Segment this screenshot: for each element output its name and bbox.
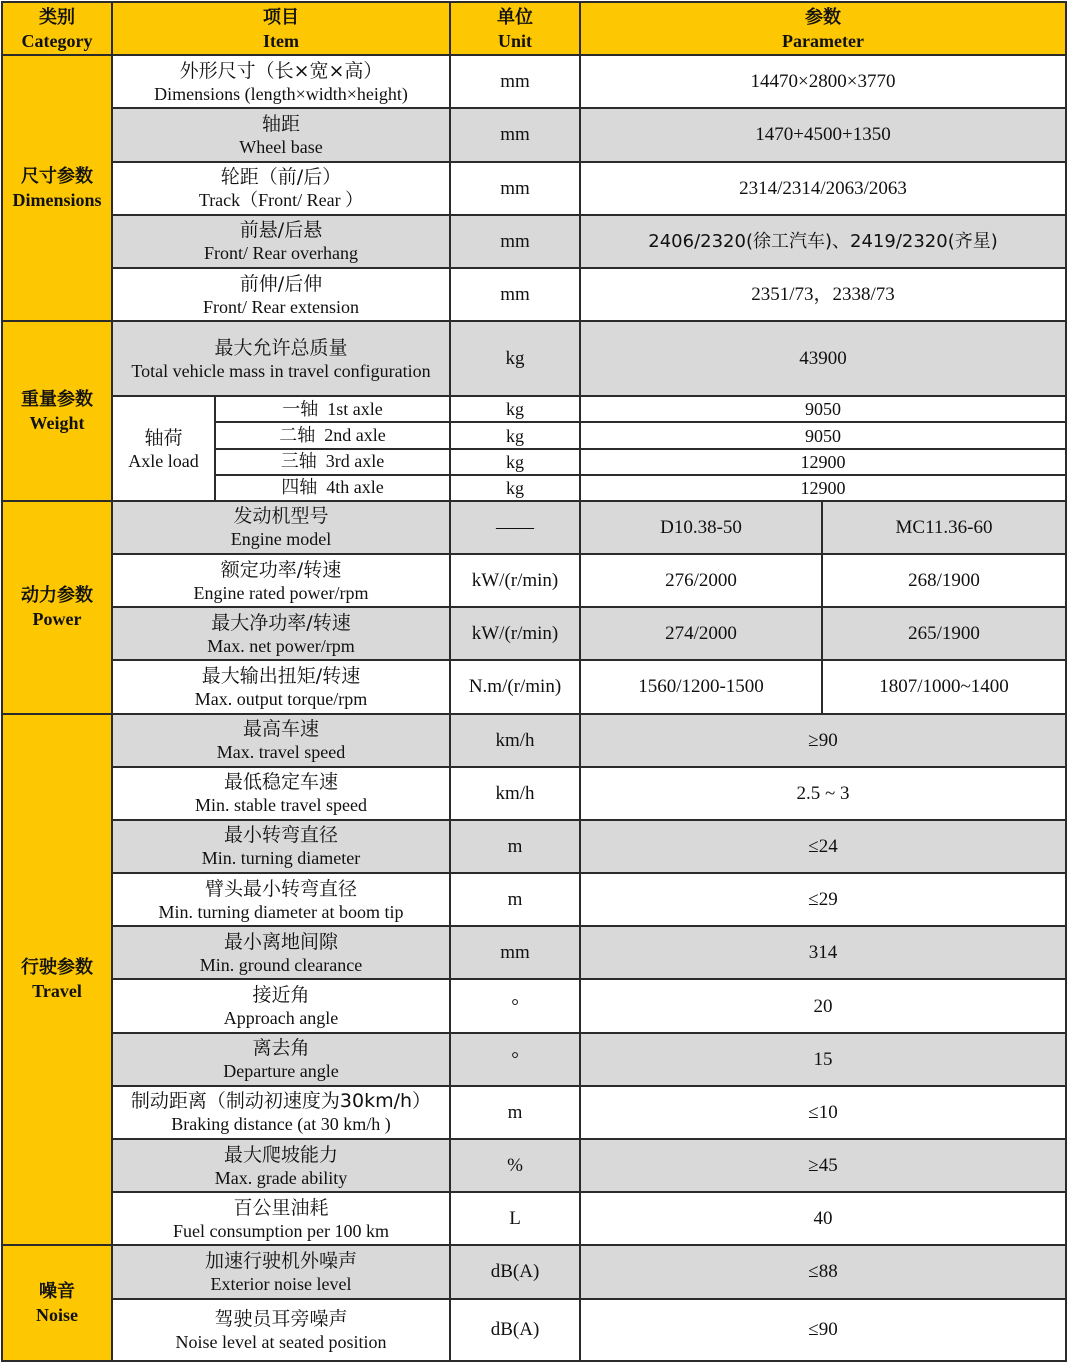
item-cell: 最小离地间隙 Min. ground clearance — [112, 926, 450, 979]
unit-cell: kg — [450, 422, 580, 448]
item-cell: 最高车速 Max. travel speed — [112, 714, 450, 767]
value-cell: ≤10 — [580, 1086, 1066, 1139]
value-cell: 2351/73，2338/73 — [580, 268, 1066, 321]
category-power: 动力参数 Power — [2, 501, 112, 714]
unit-cell: kg — [450, 321, 580, 396]
table-row — [2, 660, 1066, 713]
item-cell: 加速行驶机外噪声 Exterior noise level — [112, 1245, 450, 1298]
table-row — [2, 268, 1066, 321]
table-row — [2, 926, 1066, 979]
table-row — [2, 1245, 1066, 1298]
unit-cell: m — [450, 820, 580, 873]
category-noise: 噪音 Noise — [2, 1245, 112, 1361]
unit-cell: N.m/(r/min) — [450, 660, 580, 713]
item-cell: 最大净功率/转速 Max. net power/rpm — [112, 607, 450, 660]
unit-cell: kg — [450, 475, 580, 501]
table-row — [2, 1299, 1066, 1361]
table-row — [2, 1139, 1066, 1192]
table-row — [2, 554, 1066, 607]
item-cell: 臂头最小转弯直径 Min. turning diameter at boom tip — [112, 873, 450, 926]
value-cell: 40 — [580, 1192, 1066, 1245]
value-cell: 12900 — [580, 475, 1066, 501]
unit-cell: m — [450, 1086, 580, 1139]
table-row — [2, 215, 1066, 268]
unit-cell: mm — [450, 108, 580, 161]
unit-cell: mm — [450, 215, 580, 268]
header-parameter: 参数 Parameter — [580, 2, 1066, 55]
value-cell: 1807/1000~1400 — [822, 660, 1066, 713]
item-cell: 额定功率/转速 Engine rated power/rpm — [112, 554, 450, 607]
value-cell: ≥90 — [580, 714, 1066, 767]
value-cell: 15 — [580, 1033, 1066, 1086]
item-cell: 二轴 2nd axle — [215, 422, 450, 448]
value-cell: 43900 — [580, 321, 1066, 396]
value-cell: 9050 — [580, 396, 1066, 422]
unit-cell: L — [450, 1192, 580, 1245]
table-row — [2, 1192, 1066, 1245]
unit-cell: kW/(r/min) — [450, 607, 580, 660]
header-row — [2, 2, 1066, 55]
value-cell: 2406/2320(徐工汽车)、2419/2320(齐星) — [580, 215, 1066, 268]
spec-table — [1, 1, 1067, 1362]
item-cell: 四轴 4th axle — [215, 475, 450, 501]
unit-cell: mm — [450, 268, 580, 321]
unit-cell: dB(A) — [450, 1245, 580, 1298]
item-cell: 制动距离（制动初速度为30km/h） Braking distance (at 30 km/h ) — [112, 1086, 450, 1139]
table-row — [2, 979, 1066, 1032]
header-item: 项目 Item — [112, 2, 450, 55]
unit-cell: kg — [450, 396, 580, 422]
item-cell: 最低稳定车速 Min. stable travel speed — [112, 767, 450, 820]
value-cell: MC11.36-60 — [822, 501, 1066, 554]
item-cell: 前悬/后悬 Front/ Rear overhang — [112, 215, 450, 268]
table-row — [2, 1086, 1066, 1139]
unit-cell: kW/(r/min) — [450, 554, 580, 607]
unit-cell: kg — [450, 449, 580, 475]
item-cell: 发动机型号 Engine model — [112, 501, 450, 554]
value-cell: 274/2000 — [580, 607, 822, 660]
unit-cell: % — [450, 1139, 580, 1192]
unit-cell: ° — [450, 1033, 580, 1086]
value-cell: 9050 — [580, 422, 1066, 448]
value-cell: 2314/2314/2063/2063 — [580, 162, 1066, 215]
value-cell: ≤90 — [580, 1299, 1066, 1361]
value-cell: 276/2000 — [580, 554, 822, 607]
item-cell: 驾驶员耳旁噪声 Noise level at seated position — [112, 1299, 450, 1361]
category-dimensions: 尺寸参数 Dimensions — [2, 55, 112, 321]
item-cell: 离去角 Departure angle — [112, 1033, 450, 1086]
table-row — [2, 767, 1066, 820]
value-cell: 268/1900 — [822, 554, 1066, 607]
value-cell: 265/1900 — [822, 607, 1066, 660]
table-row — [2, 820, 1066, 873]
value-cell: 20 — [580, 979, 1066, 1032]
item-cell: 最大爬坡能力 Max. grade ability — [112, 1139, 450, 1192]
unit-cell: m — [450, 873, 580, 926]
value-cell: 14470×2800×3770 — [580, 55, 1066, 108]
table-row — [2, 396, 1066, 422]
unit-cell: km/h — [450, 767, 580, 820]
item-cell: 三轴 3rd axle — [215, 449, 450, 475]
value-cell: 12900 — [580, 449, 1066, 475]
unit-cell: km/h — [450, 714, 580, 767]
table-row — [2, 55, 1066, 108]
item-cell: 前伸/后伸 Front/ Rear extension — [112, 268, 450, 321]
item-cell: 最小转弯直径 Min. turning diameter — [112, 820, 450, 873]
item-cell: 最大允许总质量 Total vehicle mass in travel configuration — [112, 321, 450, 396]
header-unit: 单位 Unit — [450, 2, 580, 55]
value-cell: ≤29 — [580, 873, 1066, 926]
header-category: 类别 Category — [2, 2, 112, 55]
unit-cell: mm — [450, 162, 580, 215]
unit-cell: —— — [450, 501, 580, 554]
unit-cell: ° — [450, 979, 580, 1032]
value-cell: ≥45 — [580, 1139, 1066, 1192]
item-cell: 一轴 1st axle — [215, 396, 450, 422]
value-cell: 1560/1200-1500 — [580, 660, 822, 713]
category-travel: 行驶参数 Travel — [2, 714, 112, 1246]
unit-cell: mm — [450, 55, 580, 108]
table-row — [2, 162, 1066, 215]
table-row — [2, 873, 1066, 926]
value-cell: ≤88 — [580, 1245, 1066, 1298]
value-cell: 314 — [580, 926, 1066, 979]
unit-cell: mm — [450, 926, 580, 979]
table-row — [2, 1033, 1066, 1086]
item-cell: 最大输出扭矩/转速 Max. output torque/rpm — [112, 660, 450, 713]
table-row — [2, 501, 1066, 554]
value-cell: D10.38-50 — [580, 501, 822, 554]
value-cell: 2.5 ~ 3 — [580, 767, 1066, 820]
value-cell: ≤24 — [580, 820, 1066, 873]
item-cell: 轴距 Wheel base — [112, 108, 450, 161]
unit-cell: dB(A) — [450, 1299, 580, 1361]
table-row — [2, 714, 1066, 767]
axle-load-group: 轴荷 Axle load — [112, 396, 215, 500]
table-row — [2, 108, 1066, 161]
item-cell: 接近角 Approach angle — [112, 979, 450, 1032]
category-weight: 重量参数 Weight — [2, 321, 112, 501]
table-row — [2, 321, 1066, 396]
item-cell: 百公里油耗 Fuel consumption per 100 km — [112, 1192, 450, 1245]
value-cell: 1470+4500+1350 — [580, 108, 1066, 161]
item-cell: 轮距（前/后） Track（Front/ Rear ） — [112, 162, 450, 215]
table-row — [2, 607, 1066, 660]
item-cell: 外形尺寸（长×宽×高） Dimensions (length×width×height) — [112, 55, 450, 108]
